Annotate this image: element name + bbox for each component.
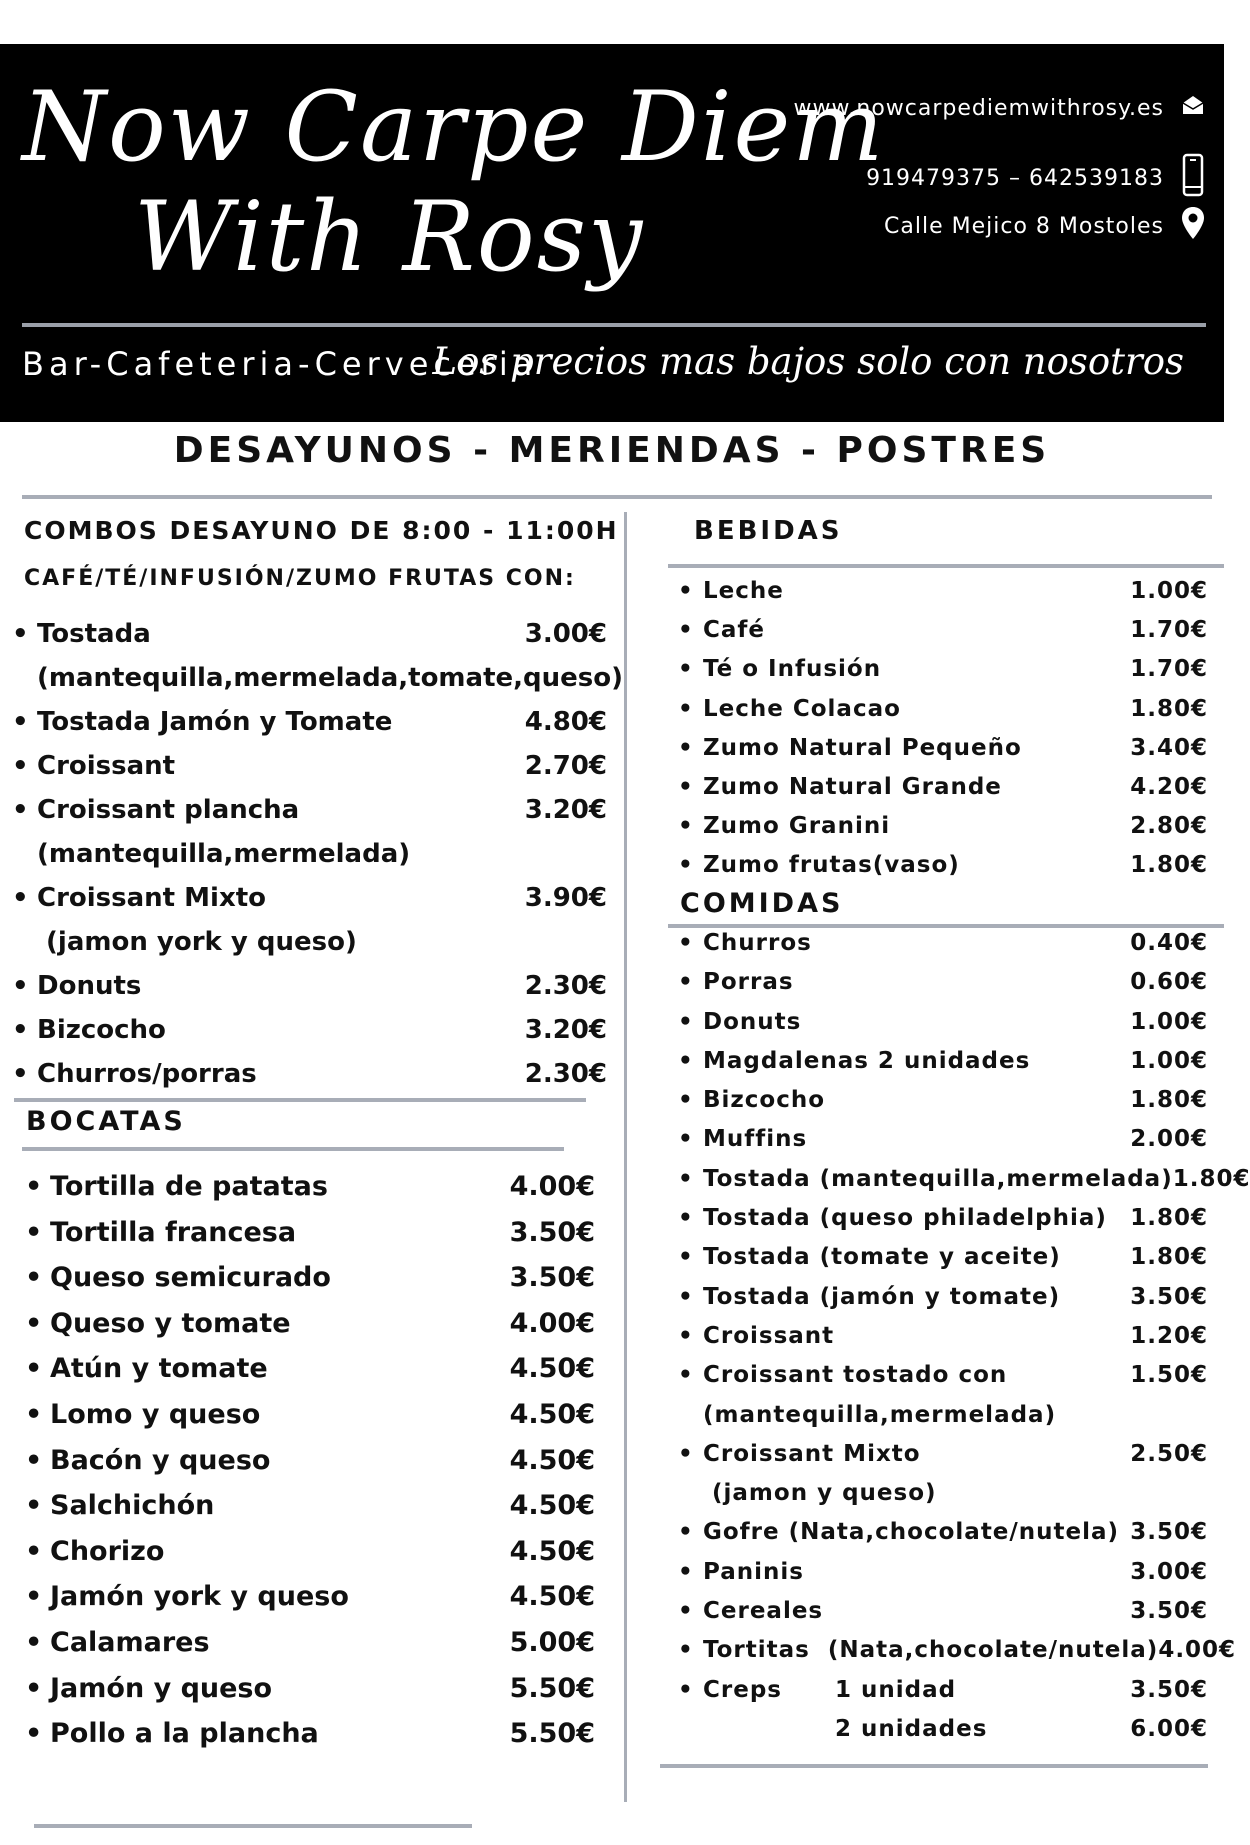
website-row — [793, 94, 1210, 122]
item-name: • Donuts — [703, 1008, 802, 1035]
list-item — [37, 788, 607, 832]
bebidas-divider — [668, 564, 1224, 568]
item-price: 3.50€ — [1130, 1676, 1208, 1703]
comidas-heading: COMIDAS — [680, 888, 844, 919]
header-divider — [22, 323, 1206, 327]
item-price: 4.00€ — [509, 1307, 595, 1339]
item-name: • Café — [703, 617, 766, 644]
list-item — [50, 1574, 595, 1620]
list-item — [703, 1317, 1208, 1356]
page-title: DESAYUNOS - MERIENDAS - POSTRES — [173, 430, 1051, 471]
list-item — [50, 1164, 595, 1210]
list-item — [703, 650, 1208, 689]
item-name: • Churros — [703, 930, 812, 956]
item-name: • Croissant — [37, 751, 176, 781]
item-price: 3.50€ — [1130, 1519, 1208, 1546]
list-item — [37, 744, 607, 788]
list-item — [37, 1008, 607, 1052]
bottom-divider-right — [660, 1764, 1208, 1768]
envelope-icon — [1176, 94, 1210, 122]
item-name: • Tostada (jamón y tomate) — [703, 1283, 1061, 1310]
item-name: • Tortilla francesa — [50, 1216, 297, 1248]
item-name: • Bizcocho — [37, 1015, 166, 1045]
item-name: • Croissant Mixto — [37, 883, 267, 913]
business-type: Bar-Cafeteria-Cerveceria — [22, 345, 538, 383]
list-item — [703, 1592, 1208, 1631]
item-name: • Magdalenas 2 unidades — [703, 1047, 1031, 1074]
item-price: 5.50€ — [509, 1672, 595, 1704]
list-item — [703, 1042, 1208, 1081]
item-name: (jamon york y queso) — [37, 927, 357, 957]
item-price: 1.80€ — [1130, 1244, 1208, 1271]
creps-option-2: 2 unidades — [835, 1715, 988, 1742]
item-price: 4.80€ — [524, 707, 607, 737]
list-item — [703, 1081, 1208, 1120]
item-price: 2.00€ — [1130, 1126, 1208, 1153]
list-item-detail — [703, 1474, 1208, 1513]
list-item — [703, 611, 1208, 650]
combos-heading: COMBOS DESAYUNO DE 8:00 - 11:00H — [24, 516, 619, 545]
item-price: 4.50€ — [509, 1535, 595, 1567]
item-name: • Jamón york y queso — [50, 1581, 349, 1613]
list-item — [703, 1003, 1208, 1042]
creps-name-group — [703, 1671, 1130, 1710]
item-name: • Paninis — [703, 1558, 804, 1585]
list-item — [703, 690, 1208, 729]
list-item — [703, 1120, 1208, 1159]
item-price: 2.50€ — [1130, 1440, 1208, 1467]
phone-text: 919479375 – 642539183 — [866, 165, 1164, 191]
tagline: Los precios mas bajos solo con nosotros — [432, 340, 1184, 383]
item-price: 3.90€ — [524, 883, 607, 913]
item-name: • Muffins — [703, 1126, 808, 1153]
item-price: 1.80€ — [1172, 1165, 1250, 1192]
item-price: 2.30€ — [524, 971, 607, 1001]
list-item — [50, 1620, 595, 1666]
combos-divider — [14, 1098, 586, 1102]
item-name: • Tostada (mantequilla,mermelada) — [703, 1165, 1173, 1192]
item-price: 2.70€ — [524, 751, 607, 781]
item-price: 4.50€ — [509, 1490, 595, 1522]
address-text: Calle Mejico 8 Mostoles — [884, 213, 1164, 239]
item-price: 3.40€ — [1130, 734, 1208, 761]
list-item — [50, 1666, 595, 1712]
item-name: • Tostada Jamón y Tomate — [37, 707, 393, 737]
list-item — [703, 924, 1208, 963]
item-price: 1.00€ — [1130, 1008, 1208, 1035]
list-item — [50, 1711, 595, 1757]
item-price: 4.00€ — [509, 1171, 595, 1202]
list-item — [50, 1438, 595, 1484]
item-name: (mantequilla,mermelada,tomate,queso) — [37, 663, 623, 693]
list-item — [703, 807, 1208, 846]
website-text: www.nowcarpediemwithrosy.es — [793, 95, 1164, 121]
combos-subheading: CAFÉ/TÉ/INFUSIÓN/ZUMO FRUTAS CON: — [24, 566, 576, 591]
phone-icon — [1176, 154, 1210, 202]
item-name: (jamon y queso) — [703, 1480, 937, 1507]
list-item — [703, 1435, 1208, 1474]
item-name: • Pollo a la plancha — [50, 1718, 319, 1750]
item-price: 1.80€ — [1130, 695, 1208, 722]
list-item — [703, 1553, 1208, 1592]
item-name: • Zumo Natural Grande — [703, 773, 1002, 800]
list-item — [37, 612, 607, 656]
item-name: (mantequilla,mermelada) — [37, 839, 411, 869]
bebidas-list — [703, 572, 1208, 886]
item-price: 4.00€ — [1158, 1637, 1237, 1664]
list-item — [50, 1392, 595, 1438]
item-price: 1.50€ — [1130, 1362, 1208, 1389]
list-item — [50, 1346, 595, 1392]
list-item — [703, 1356, 1208, 1395]
list-item — [703, 1199, 1208, 1238]
item-price: 1.70€ — [1130, 656, 1208, 683]
item-name: • Atún y tomate — [50, 1353, 268, 1385]
list-item — [703, 1513, 1208, 1552]
list-item — [703, 1278, 1208, 1317]
item-name: • Croissant plancha — [37, 795, 300, 825]
item-price: 3.00€ — [524, 619, 607, 649]
item-name: • Tortitas (Nata,chocolate/nutela) — [703, 1637, 1159, 1664]
item-name: • Zumo Granini — [703, 813, 891, 840]
list-item — [37, 876, 607, 920]
item-name: • Chorizo — [50, 1535, 165, 1567]
item-price: 5.00€ — [509, 1626, 595, 1658]
item-name: Creps — [703, 1676, 782, 1703]
list-item — [703, 963, 1208, 1002]
item-name: • Leche — [703, 578, 784, 604]
list-item — [703, 1238, 1208, 1277]
item-name: • Cereales — [703, 1598, 824, 1625]
combos-list — [37, 612, 623, 1096]
item-price: 0.40€ — [1130, 930, 1208, 956]
list-item — [50, 1210, 595, 1256]
item-price: 3.00€ — [1130, 1558, 1208, 1585]
item-price: 4.50€ — [509, 1398, 595, 1430]
item-name: • Gofre (Nata,chocolate/nutela) — [703, 1519, 1120, 1546]
bocatas-heading: BOCATAS — [26, 1106, 186, 1137]
item-price: 3.50€ — [1130, 1283, 1208, 1310]
item-name: • Croissant tostado con — [703, 1362, 1008, 1389]
list-item — [703, 572, 1208, 611]
item-name: • Queso y tomate — [50, 1307, 291, 1339]
item-price: 0.60€ — [1130, 969, 1208, 996]
list-item — [37, 1052, 607, 1096]
list-item-detail — [703, 1396, 1208, 1435]
item-price: 3.50€ — [1130, 1598, 1208, 1625]
list-item — [703, 846, 1208, 885]
item-price: 4.20€ — [1130, 773, 1208, 800]
title-divider — [22, 495, 1212, 499]
item-name: • Tostada — [37, 619, 151, 649]
item-name: • Zumo Natural Pequeño — [703, 734, 1022, 761]
item-price: 4.50€ — [509, 1353, 595, 1385]
list-item-detail — [37, 920, 607, 964]
item-price: 1.80€ — [1130, 1087, 1208, 1114]
item-name: • Salchichón — [50, 1490, 215, 1522]
creps-option-1: 1 unidad — [835, 1676, 957, 1703]
item-name: • Tostada (queso philadelphia) — [703, 1205, 1107, 1232]
item-price: 2.80€ — [1130, 813, 1208, 840]
list-item — [703, 768, 1208, 807]
item-price: 1.80€ — [1130, 852, 1208, 879]
bottom-divider-left — [34, 1824, 472, 1828]
item-name: (mantequilla,mermelada) — [703, 1401, 1057, 1428]
item-name: • Donuts — [37, 971, 142, 1001]
item-name: • Croissant — [703, 1322, 835, 1349]
column-divider — [624, 512, 627, 1802]
brand-line-2: With Rosy — [134, 181, 645, 293]
list-item — [50, 1255, 595, 1301]
creps-item-detail — [703, 1710, 1208, 1749]
item-price: 3.50€ — [509, 1262, 595, 1294]
list-item — [50, 1301, 595, 1347]
item-name: • Lomo y queso — [50, 1398, 261, 1430]
list-item — [703, 1160, 1250, 1199]
item-price: 1.00€ — [1130, 1047, 1208, 1074]
item-price: 1.70€ — [1130, 617, 1208, 644]
item-name: • Queso semicurado — [50, 1262, 331, 1294]
item-price: 3.20€ — [524, 795, 607, 825]
item-price: 5.50€ — [509, 1718, 595, 1750]
brand-logo — [22, 72, 885, 292]
item-price: 1.00€ — [1130, 578, 1208, 604]
item-price: 1.20€ — [1130, 1322, 1208, 1349]
item-name: • Leche Colacao — [703, 695, 901, 722]
item-price: 1.80€ — [1130, 1205, 1208, 1232]
phone-row — [866, 154, 1210, 202]
list-item — [50, 1529, 595, 1575]
list-item-detail — [37, 832, 607, 876]
list-item — [37, 964, 607, 1008]
item-price: 4.50€ — [509, 1581, 595, 1613]
list-item-detail — [37, 656, 623, 700]
item-name: • Tortilla de patatas — [50, 1171, 328, 1202]
item-name: • Bizcocho — [703, 1087, 826, 1114]
item-price: 3.20€ — [524, 1015, 607, 1045]
item-name: • Calamares — [50, 1626, 210, 1658]
bocatas-divider — [22, 1147, 564, 1151]
item-price: 4.50€ — [509, 1444, 595, 1476]
list-item — [50, 1483, 595, 1529]
header-banner — [0, 44, 1224, 422]
list-item — [703, 1631, 1237, 1670]
creps-item — [703, 1671, 1208, 1710]
bocatas-list — [50, 1164, 595, 1757]
item-name: • Croissant Mixto — [703, 1440, 921, 1467]
item-name: • Bacón y queso — [50, 1444, 271, 1476]
item-name: • Té o Infusión — [703, 656, 882, 683]
list-item — [37, 700, 607, 744]
item-name: • Porras — [703, 969, 794, 996]
item-price: 3.50€ — [509, 1216, 595, 1248]
item-name: • Tostada (tomate y aceite) — [703, 1244, 1061, 1271]
bebidas-heading: BEBIDAS — [694, 516, 843, 546]
location-pin-icon — [1176, 206, 1210, 246]
address-row — [884, 206, 1210, 246]
comidas-list — [703, 924, 1250, 1749]
brand-line-1: Now Carpe Diem — [22, 71, 886, 183]
item-name: • Churros/porras — [37, 1059, 257, 1089]
list-item — [703, 729, 1208, 768]
item-name: • Jamón y queso — [50, 1672, 273, 1704]
item-price: 2.30€ — [524, 1059, 607, 1089]
item-price: 6.00€ — [1130, 1715, 1208, 1742]
item-name: • Zumo frutas(vaso) — [703, 852, 960, 879]
